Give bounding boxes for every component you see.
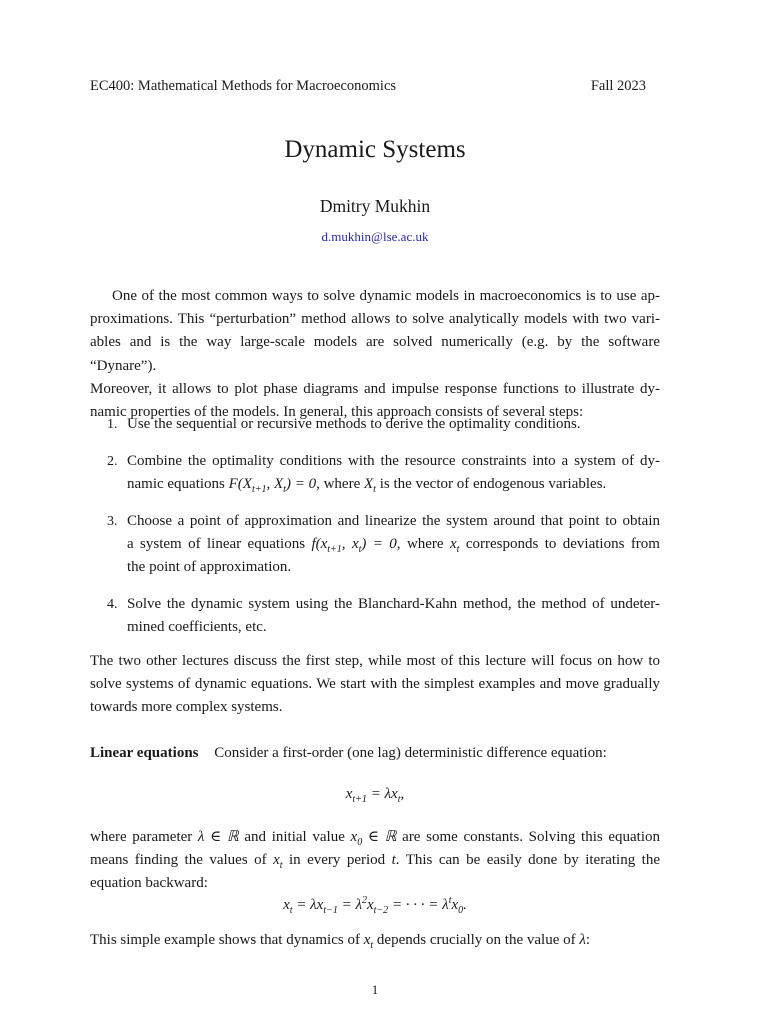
document-title: Dynamic Systems <box>284 136 466 163</box>
document-page <box>90 0 660 1024</box>
list-number: 3. <box>107 513 118 529</box>
intro-line: One of the most common ways to solve dynamic models in macroeconomics is to use ap- <box>112 288 660 304</box>
list-item: 2. Combine the optimality conditions with the resource constraints into a system of dy- namic equations $F(X_{t+1}$, $X_t) = 0$, where $X_t$ is the vector of endogenous variables. <box>90 450 660 496</box>
math-variable: $X_t$ <box>363 475 376 495</box>
parameter-paragraph: where parameter λ ∈ ℝ and initial value $x_0$ ∈ ℝ are some constants. Solving this equation means finding the values of $x_t$ in every period t. This can be easily done by iterating the equation backward: <box>90 829 661 892</box>
followup-paragraph: The two other lectures discuss the first step, while most of this lecture will focus on how to solve systems of dynamic equations. We start with the simplest examples and move gradually towards more complex systems. <box>90 653 660 716</box>
conclusion-sentence: This simple example shows that dynamics of $x_t$ depends crucially on the value of λ: <box>90 932 591 951</box>
list-item: 3. Choose a point of approximation and linearize the system around that point to obtain a system of linear equations $f(x_{t+1}$, $x_t) = 0$, where $x_t$ corresponds to deviations from the point of approximation. <box>90 510 660 580</box>
list-number: 2. <box>107 453 118 469</box>
author-email-link[interactable]: d.mukhin@lse.ac.uk <box>321 229 429 244</box>
intro-line: namic properties of the models. In general, this approach consists of several steps: <box>90 404 584 421</box>
list-item: 1. Use the sequential or recursive methods to derive the optimality conditions. <box>90 413 660 436</box>
list-number: 1. <box>107 417 118 432</box>
math-expression: $f(x_{t+1}$, $x_t) = 0$ <box>311 535 397 555</box>
math-variable: $x_t$ <box>449 535 460 555</box>
intro-paragraph <box>90 285 660 424</box>
page-number: 1 <box>371 982 379 997</box>
intro-line: Moreover, it allows to plot phase diagrams and impulse response functions to illustrate dy- <box>90 380 660 397</box>
list-number: 4. <box>107 596 118 612</box>
intro-line: ables and is the way large-scale models are solved numerically (e.g. by the software “Dynare”). <box>90 334 660 374</box>
running-header <box>90 78 660 98</box>
term-label: Fall 2023 <box>590 78 646 94</box>
math-expression: $F(X_{t+1}$, $X_t) = 0$ <box>228 475 317 495</box>
course-title: EC400: Mathematical Methods for Macroeconomics <box>90 78 397 94</box>
author-name: Dmitry Mukhin <box>319 196 431 216</box>
intro-line: proximations. This “perturbation” method allows to solve analytically models with two vari- <box>90 311 660 328</box>
section-heading: Linear equations <box>90 745 199 761</box>
steps-list <box>90 413 660 653</box>
linear-equations-paragraph: Linear equations Consider a first-order (one lag) deterministic difference equation: <box>90 745 607 761</box>
equation-iteration: $x_t = \lambda x_{t-1} = \lambda^2x_{t-2}$ = · · · = $\lambda^tx_0$. <box>283 895 467 916</box>
list-item: 4. Solve the dynamic system using the Blanchard-Kahn method, the method of undeter- mined coefficients, etc. <box>90 593 660 639</box>
equation-difference: $x_{t+1} = \lambda x_t$, <box>345 786 405 805</box>
